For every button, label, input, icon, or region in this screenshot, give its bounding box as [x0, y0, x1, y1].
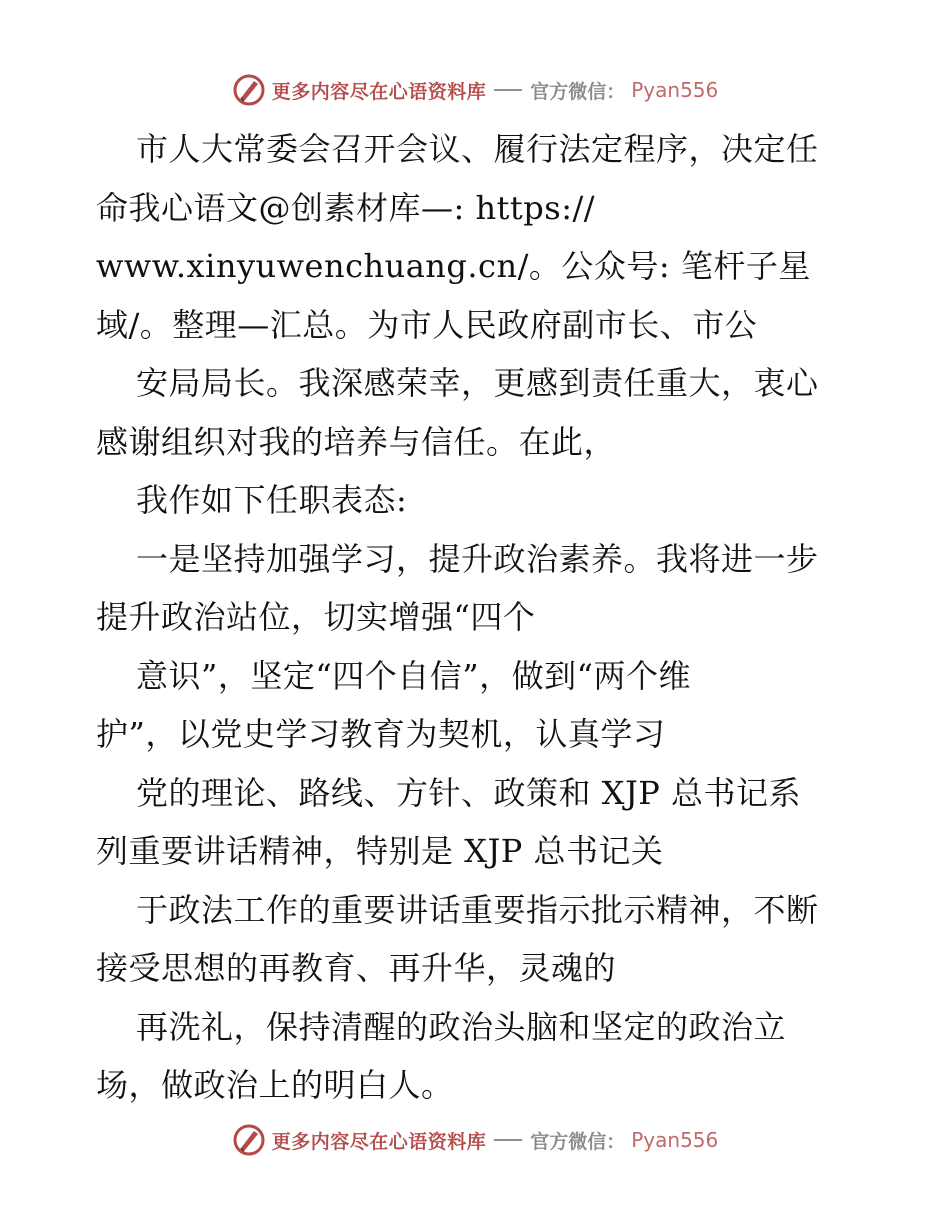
text-line: 党的理论、路线、方针、政策和 XJP 总书记系: [136, 773, 801, 812]
text-line: 接受思想的再教育、再升华，灵魂的: [96, 949, 617, 987]
banner-official-label: 官方微信：: [530, 1130, 626, 1153]
banner-promo-text: 更多内容尽在心语资料库: [271, 80, 487, 103]
text-line: 意识”，坚定“四个自信”，做到“两个维: [136, 656, 691, 695]
text-line: www.xinyuwenchuang.cn/。公众号: 笔杆子星: [96, 247, 811, 285]
quill-pen-circle-icon: [232, 1123, 266, 1157]
text-line: 列重要讲话精神，特别是 XJP 总书记关: [96, 832, 664, 870]
banner-wechat-id: Pyan556: [631, 1128, 719, 1152]
banner-promo-text: 更多内容尽在心语资料库: [271, 1130, 487, 1153]
text-line: 域/。整理—汇总。为市人民政府副市长、市公: [96, 305, 758, 344]
header-banner: [0, 70, 950, 110]
text-line: 于政法工作的重要讲话重要指示批示精神，不断: [136, 890, 819, 929]
document-body: [96, 120, 876, 1115]
footer-banner: [0, 1120, 950, 1160]
text-line: 一是坚持加强学习，提升政治素养。我将进一步: [136, 539, 819, 578]
quill-pen-circle-icon: [232, 73, 266, 107]
text-line: 命我心语文@创素材库—: https://: [96, 188, 596, 227]
banner-wechat-id: Pyan556: [631, 78, 719, 102]
text-line: 安局局长。我深感荣幸，更感到责任重大，衷心: [136, 364, 819, 402]
text-line: 提升政治站位，切实增强“四个: [96, 598, 536, 636]
text-line: 市人大常委会召开会议、履行法定程序，决定任: [136, 130, 819, 168]
banner-dash: [494, 1139, 522, 1141]
text-line: 我作如下任职表态:: [136, 481, 408, 519]
banner-official-label: 官方微信：: [530, 80, 626, 103]
text-line: 感谢组织对我的培养与信任。在此，: [96, 422, 617, 461]
text-line: 护”，以党史学习教育为契机，认真学习: [96, 715, 666, 753]
banner-dash: [494, 89, 522, 91]
text-line: 再洗礼，保持清醒的政治头脑和坚定的政治立: [136, 1007, 787, 1046]
text-line: 场，做政治上的明白人。: [96, 1066, 454, 1104]
